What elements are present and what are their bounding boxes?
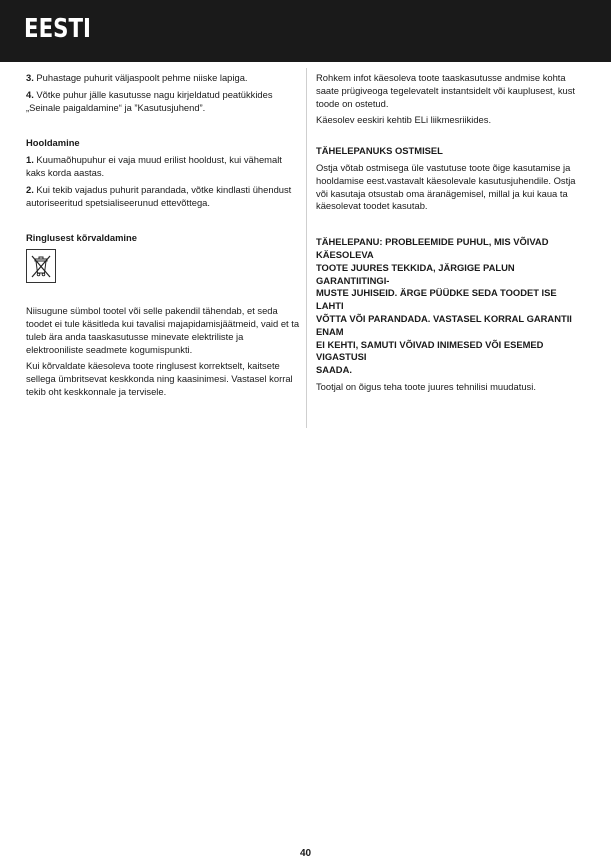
buyer-notice-heading: TÄHELEPANUKS OSTMISEL — [316, 145, 443, 157]
right-column — [316, 72, 586, 398]
disposal-paragraph-2: Kui kõrvaldate käesoleva toote ringlusest korrektselt, kaitsete sellega ümbritsevat keskkonda ning kaasinimesi. Vastasel korral tekib oht keskkonnale ja tervisele. — [26, 360, 293, 397]
maintenance-heading: Hooldamine — [26, 137, 80, 149]
warning-line: VÕTTA VÕI PARANDADA. VASTASEL KORRAL GARANTII ENAM — [316, 312, 572, 337]
column-divider — [306, 68, 307, 428]
left-column — [26, 72, 302, 403]
crossed-out-wheelie-bin-icon — [26, 249, 56, 283]
maintenance-item-1: 1. Kuumaõhupuhur ei vaja muud erilist hooldust, kui vähemalt kaks korda aastas. — [26, 154, 282, 178]
warning-line: TOOTE JUURES TEKKIDA, JÄRGIGE PALUN GARANTIITINGI- — [316, 261, 515, 286]
warning-notice — [316, 236, 586, 377]
recycling-info-paragraph: Rohkem infot käesoleva toote taaskasutusse andmise kohta saate prügiveoga tegelevatelt instantsidelt või kauplusest, kust toode on ostetud. — [316, 72, 576, 109]
disposal-paragraph-1: Niisugune sümbol tootel või selle pakendil tähendab, et seda toodet ei tule käsitleda kui tavalisi majapidamisjäätmeid, vaid et ta tuleb ära anda taaskasutusse minevate elektriliste ja elektrooniliste seadmete kogumispunkti. — [26, 305, 300, 355]
language-title: EESTI — [24, 14, 91, 44]
buyer-notice-text: Ostja võtab ostmisega üle vastutuse toote õige kasutamise ja hooldamise eest.vastavalt käesolevale kasutusjuhendile. Ostja või kasutaja otsustab oma äranägemisel, millal ja kui kaua ta käesolevat toodet kasutab. — [316, 161, 576, 212]
step-4: 4. Võtke puhur jälle kasutusse nagu kirjeldatud peatükkides „Seinale paigaldamine“ ja ”Kasutusjuhend”. — [26, 88, 273, 113]
warning-line: TÄHELEPANU: PROBLEEMIDE PUHUL, MIS VÕIVAD KÄESOLEVA — [316, 236, 549, 260]
eu-validity-note: Käesolev eeskiri kehtib ELi liikmesriikides. — [316, 114, 492, 126]
maintenance-item-2: 2. Kui tekib vajadus puhurit parandada, võtke kindlasti ühendust autoriseeritud spetsialiseerunud ettevõttega. — [26, 183, 292, 208]
warning-line: EI KEHTI, SAMUTI VÕIVAD INIMESED VÕI ESEMED VIGASTUSI — [316, 338, 544, 363]
warning-line: MUSTE JUHISEID. ÄRGE PÜÜDKE SEDA TOODET ISE LAHTI — [316, 287, 557, 312]
page-number: 40 — [299, 848, 312, 859]
warning-line: SAADA. — [316, 364, 352, 376]
manufacturer-rights-note: Tootjal on õigus teha toote juures tehnilisi muudatusi. — [316, 380, 536, 392]
disposal-heading: Ringlusest kõrvaldamine — [26, 232, 137, 244]
step-3: 3. Puhastage puhurit väljaspoolt pehme niiske lapiga. — [26, 72, 248, 83]
header-bar — [0, 0, 611, 62]
